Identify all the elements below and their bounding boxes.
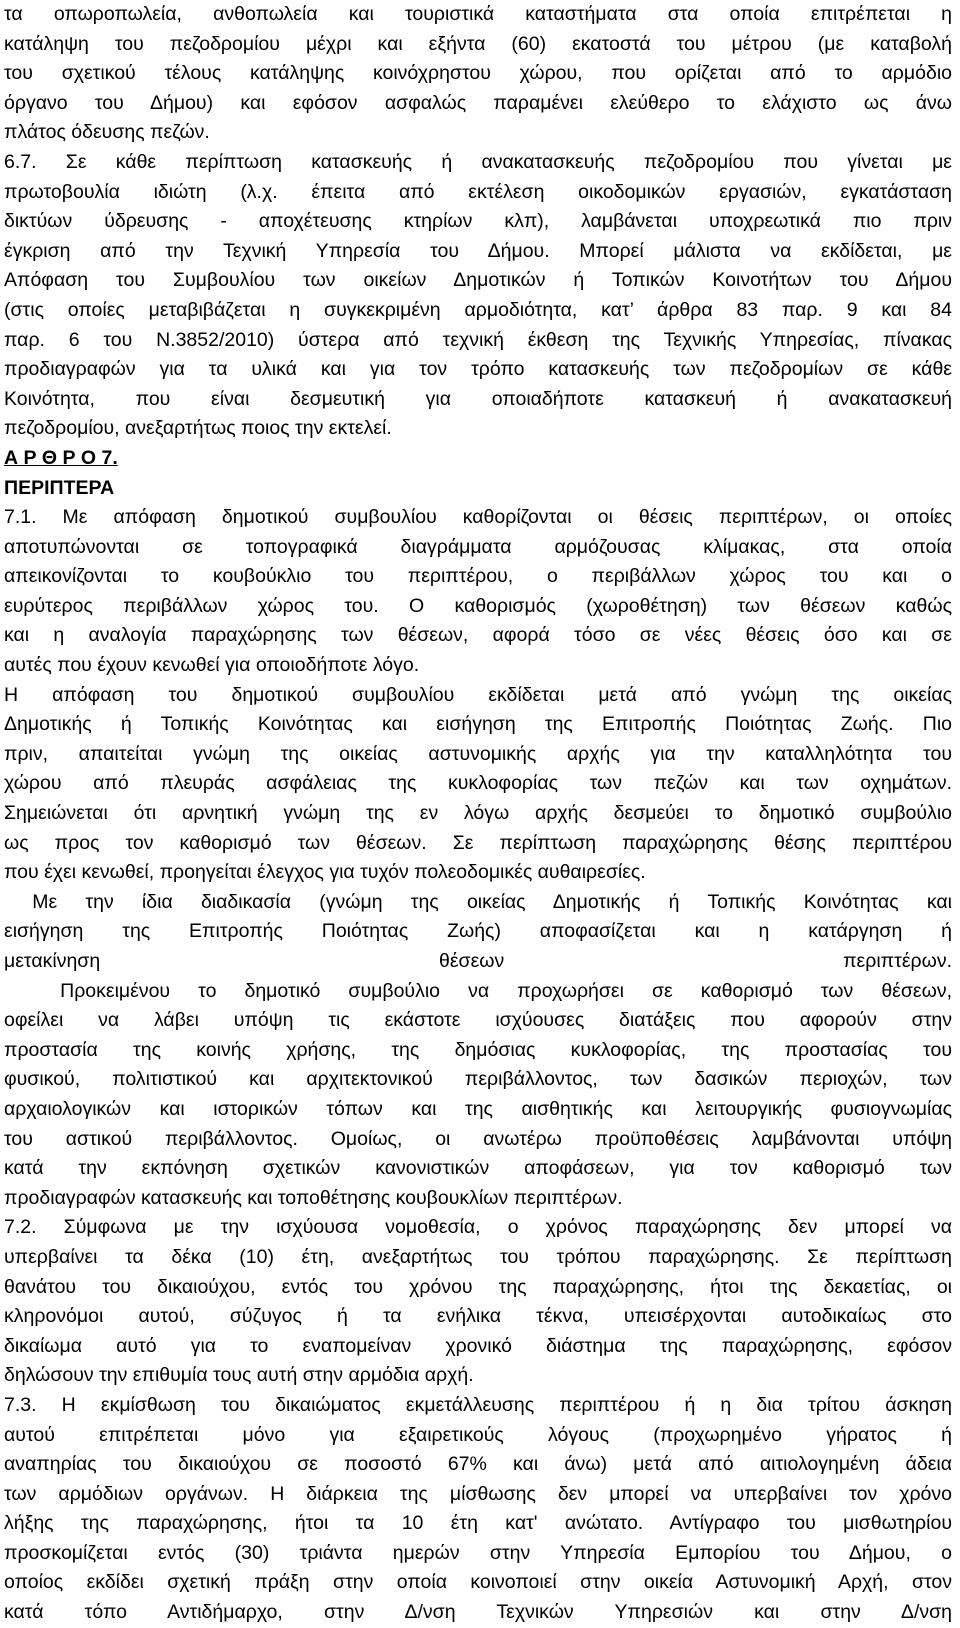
section-7-3 — [4, 1391, 952, 1628]
text-line: κληρονόμοι αυτού, σύζυγος ή τα ενήλικα τέκνα, υπεισέρχονται αυτοδικαίως στο — [4, 1305, 952, 1328]
document-page — [4, 0, 952, 1628]
text-line: θανάτου του δικαιούχου, εντός του χρόνου της παραχώρησης, ήτοι της δεκαετίας, οι — [4, 1275, 952, 1298]
text-line: υπερβαίνει τα δέκα (10) έτη, ανεξαρτήτως του τρόπου παραχώρησης. Σε περίπτωση — [4, 1245, 952, 1268]
text-line: μετακίνηση θέσεων περιπτέρων. — [4, 950, 952, 972]
text-line: Απόφαση του Συμβουλίου των οικείων Δημοτικών ή Τοπικών Κοινοτήτων του Δήμου — [4, 269, 952, 292]
text-line: έγκριση από την Τεχνική Υπηρεσία του Δήμου. Μπορεί μάλιστα να εκδίδεται, με — [4, 239, 952, 262]
text-line: κατά την εκπόνηση σχετικών κανονιστικών αποφάσεων, για τον καθορισμό των — [4, 1157, 952, 1180]
text-line: προσκομίζεται εντός (30) τριάντα ημερών στην Υπηρεσία Εμπορίου του Δήμου, ο — [4, 1541, 952, 1564]
section-7-2 — [4, 1213, 952, 1391]
text-line: χώρου από πλευράς ασφάλειας της κυκλοφορίας των πεζών και των οχημάτων. — [4, 772, 952, 795]
text-line: απεικονίζονται το κουβούκλιο του περιπτέρου, ο περιβάλλων χώρος του και ο — [4, 565, 952, 588]
text-line: του σχετικού τέλους κατάληψης κοινόχρηστου χώρου, που ορίζεται από το αρμόδιο — [4, 62, 952, 85]
text-line: προστασία της κοινής χρήσης, της δημόσιας κυκλοφορίας, της προστασίας του — [4, 1038, 952, 1061]
text-line: κατάληψη του πεζοδρομίου μέχρι και εξήντα (60) εκατοστά του μέτρου (με καταβολή — [4, 32, 952, 55]
text-line: όργανο του Δήμου) και εφόσον ασφαλώς παραμένει ελεύθερο το ελάχιστο ως άνω — [4, 91, 952, 114]
text-line: ως προς τον καθορισμό των θέσεων. Σε περίπτωση παραχώρησης θέσης περιπτέρου — [4, 831, 952, 854]
article-title — [4, 444, 952, 474]
text-line: του αστικού περιβάλλοντος. Ομοίως, οι ανωτέρω προϋποθέσεις λαμβάνονται υπόψη — [4, 1127, 952, 1150]
text-line: προδιαγραφών για τα υλικά και για τον τρόπο κατασκευής των πεζοδρομίων σε κάθε — [4, 358, 952, 381]
text-line: που έχει κενωθεί, προηγείται έλεγχος για τυχόν πολεοδομικές αυθαιρεσίες. — [4, 861, 646, 884]
text-line: αποτυπώνονται σε τοπογραφικά διαγράμματα αρμόζουσας κλίμακας, στα οποία — [4, 535, 952, 558]
article-title-label: Α Ρ Θ Ρ Ο — [4, 446, 102, 469]
article-title-number: 7. — [101, 446, 118, 469]
text-line: αυτού επιτρέπεται μόνο για εξαιρετικούς λόγους (προχωρημένο γήρατος ή — [4, 1423, 952, 1446]
text-line: αρχαιολογικών και ιστορικών τόπων και της αισθητικής και λειτουργικής φυσιογνωμίας — [4, 1097, 952, 1120]
text-line: εισήγηση της Επιτροπής Ποιότητας Ζωής) αποφασίζεται και η κατάργηση ή — [4, 920, 952, 943]
text-line: δικτύων ύδρευσης - αποχέτευσης κτηρίων κλπ), λαμβάνεται υποχρεωτικά πιο πριν — [4, 210, 952, 233]
text-line: αναπηρίας του δικαιούχου σε ποσοστό 67% και άνω) μετά από αιτιολογημένη άδεια — [4, 1453, 952, 1476]
text-line: αυτές που έχουν κενωθεί για οποιοδήποτε λόγο. — [4, 654, 420, 677]
article-heading: ΠΕΡΙΠΤΕΡΑ — [4, 476, 115, 499]
text-line: Δημοτικής ή Τοπικής Κοινότητας και εισήγηση της Επιτροπής Ποιότητας Ζωής. Πιο — [4, 713, 952, 736]
text-line: παρ. 6 του Ν.3852/2010) ύστερα από τεχνική έκθεση της Τεχνικής Υπηρεσίας, πίνακας — [4, 328, 952, 351]
text-line: προδιαγραφών κατασκευής και τοποθέτησης κουβουκλίων περιπτέρων. — [4, 1186, 623, 1209]
text-line: Προκειμένου το δημοτικό συμβούλιο να προχωρήσει σε καθορισμό των θέσεων, — [4, 979, 952, 1002]
text-line: πρωτοβουλία ιδιώτη (λ.χ. έπειτα από εκτέλεση οικοδομικών εργασιών, εγκατάσταση — [4, 180, 952, 203]
text-line: πεζοδρομίου, ανεξαρτήτως ποιος την εκτελεί. — [4, 417, 392, 440]
text-line: Με την ίδια διαδικασία (γνώμη της οικείας Δημοτικής ή Τοπικής Κοινότητας και — [4, 890, 952, 913]
text-line: (στις οποίες μεταβιβάζεται η συγκεκριμένη αρμοδιότητα, κατ’ άρθρα 83 παρ. 9 και 84 — [4, 298, 952, 321]
text-line: Σημειώνεται ότι αρνητική γνώμη της εν λόγω αρχής δεσμεύει το δημοτικό συμβούλιο — [4, 802, 952, 825]
text-line: οφείλει να λάβει υπόψη τις εκάστοτε ισχύουσες διατάξεις που αφορούν στην — [4, 1009, 952, 1032]
text-line: κατά τόπο Αντιδήμαρχο, στην Δ/νση Τεχνικών Υπηρεσιών και στην Δ/νση — [4, 1601, 952, 1624]
text-line: δικαίωμα αυτό για το εναπομείναν χρονικό διάστημα της παραχώρησης, εφόσον — [4, 1334, 952, 1357]
text-line: 7.2. Σύμφωνα με την ισχύουσα νομοθεσία, ο χρόνος παραχώρησης δεν μπορεί να — [4, 1216, 952, 1239]
text-line: Η απόφαση του δημοτικού συμβουλίου εκδίδεται μετά από γνώμη της οικείας — [4, 683, 952, 706]
text-line: 7.3. Η εκμίσθωση του δικαιώματος εκμετάλλευσης περιπτέρου ή η δια τρίτου άσκηση — [4, 1393, 952, 1416]
text-line: τα οπωροπωλεία, ανθοπωλεία και τουριστικά καταστήματα στα οποία επιτρέπεται η — [4, 3, 952, 25]
section-6-7 — [4, 148, 952, 444]
text-line: 6.7. Σε κάθε περίπτωση κατασκευής ή ανακατασκευής πεζοδρομίου που γίνεται με — [4, 150, 952, 173]
text-line: πριν, απαιτείται γνώμη της οικείας αστυνομικής αρχής για την καταλληλότητα του — [4, 742, 952, 765]
text-line: οποίος εκδίδει σχετική πράξη στην οποία κοινοποιεί στην οικεία Αστυνομική Αρχή, στον — [4, 1571, 952, 1594]
text-line: των αρμόδιων οργάνων. Η διάρκεια της μίσθωσης δεν μπορεί να υπερβαίνει τον χρόνο — [4, 1482, 952, 1505]
text-line: και η αναλογία παραχώρησης των θέσεων, αφορά τόσο σε νέες θέσεις όσο και σε — [4, 624, 952, 647]
section-7-1 — [4, 503, 952, 1213]
text-line: πλάτος όδευσης πεζών. — [4, 121, 210, 144]
text-line: φυσικού, πολιτιστικού και αρχιτεκτονικού περιβάλλοντος, των δασικών περιοχών, των — [4, 1068, 952, 1091]
text-line: λήξης της παραχώρησης, ήτοι τα 10 έτη κατ' ανώτατο. Αντίγραφο του μισθωτηρίου — [4, 1512, 952, 1535]
text-line: ευρύτερος περιβάλλων χώρος του. Ο καθορισμός (χωροθέτηση) των θέσεων καθώς — [4, 594, 952, 617]
text-line: Κοινότητα, που είναι δεσμευτική για οποιαδήποτε κατασκευή ή ανακατασκευή — [4, 387, 952, 410]
text-line: 7.1. Με απόφαση δημοτικού συμβουλίου καθορίζονται οι θέσεις περιπτέρων, οι οποίες — [4, 506, 952, 529]
intro-paragraph — [4, 0, 952, 148]
text-line: δηλώσουν την επιθυμία τους αυτή στην αρμόδια αρχή. — [4, 1364, 474, 1387]
